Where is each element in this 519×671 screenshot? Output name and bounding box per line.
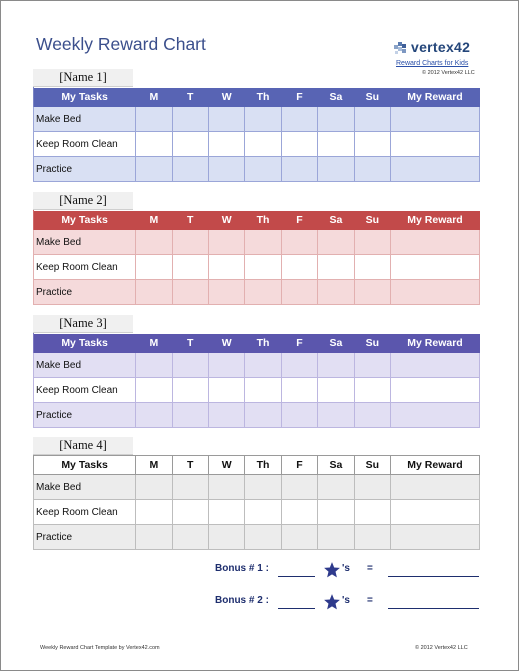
- chart-table-1: [33, 87, 480, 182]
- day-cell[interactable]: [281, 280, 317, 305]
- name-field-2[interactable]: [Name 2]: [33, 192, 133, 210]
- chart-table-3: [33, 333, 480, 428]
- day-header-f: F: [281, 211, 317, 230]
- day-cell[interactable]: [136, 107, 172, 132]
- day-header-m: M: [136, 88, 172, 107]
- day-cell[interactable]: [136, 280, 172, 305]
- task-label: Practice: [34, 157, 136, 182]
- logo-copyright: © 2012 Vertex42 LLC: [422, 70, 475, 76]
- reward-cell[interactable]: [390, 157, 479, 182]
- day-cell[interactable]: [318, 403, 354, 428]
- day-cell[interactable]: [136, 525, 172, 550]
- day-cell[interactable]: [208, 132, 244, 157]
- day-cell[interactable]: [136, 475, 172, 500]
- vertex-logo-icon: [393, 40, 409, 56]
- day-header-t: T: [172, 88, 208, 107]
- day-cell[interactable]: [136, 132, 172, 157]
- star-icon: [323, 561, 341, 579]
- day-header-f: F: [281, 456, 317, 475]
- day-header-t: T: [172, 334, 208, 353]
- bonus-2-equals: =: [367, 595, 373, 606]
- day-cell[interactable]: [354, 107, 390, 132]
- footer-template-credit: Weekly Reward Chart Template by Vertex42.com: [40, 645, 160, 651]
- day-cell[interactable]: [208, 500, 244, 525]
- day-cell[interactable]: [245, 230, 281, 255]
- day-header-f: F: [281, 88, 317, 107]
- day-cell[interactable]: [354, 230, 390, 255]
- bonus-2-count-field[interactable]: [278, 608, 315, 609]
- reward-header: My Reward: [390, 88, 479, 107]
- day-cell[interactable]: [281, 353, 317, 378]
- day-cell[interactable]: [136, 500, 172, 525]
- tasks-header: My Tasks: [34, 456, 136, 475]
- day-cell[interactable]: [245, 475, 281, 500]
- task-row: [34, 230, 480, 255]
- day-cell[interactable]: [136, 353, 172, 378]
- day-cell[interactable]: [208, 157, 244, 182]
- day-header-w: W: [208, 334, 244, 353]
- day-cell[interactable]: [318, 525, 354, 550]
- day-header-m: M: [136, 211, 172, 230]
- reward-cell[interactable]: [390, 378, 479, 403]
- header-row: [34, 456, 480, 475]
- task-row: [34, 280, 480, 305]
- day-header-th: Th: [245, 211, 281, 230]
- star-icon: [323, 593, 341, 611]
- day-cell[interactable]: [281, 475, 317, 500]
- day-header-su: Su: [354, 334, 390, 353]
- task-label: Practice: [34, 280, 136, 305]
- day-cell[interactable]: [172, 157, 208, 182]
- day-cell[interactable]: [136, 230, 172, 255]
- reward-cell[interactable]: [390, 500, 479, 525]
- day-cell[interactable]: [208, 475, 244, 500]
- day-cell[interactable]: [354, 255, 390, 280]
- day-cell[interactable]: [281, 157, 317, 182]
- task-row: [34, 403, 480, 428]
- task-label: Keep Room Clean: [34, 500, 136, 525]
- day-header-th: Th: [245, 334, 281, 353]
- task-label: Make Bed: [34, 475, 136, 500]
- task-label: Make Bed: [34, 353, 136, 378]
- day-cell[interactable]: [208, 353, 244, 378]
- chart-table-4: [33, 455, 480, 550]
- bonus-1-stars-suffix: 's: [342, 563, 350, 574]
- day-header-su: Su: [354, 456, 390, 475]
- day-cell[interactable]: [281, 500, 317, 525]
- day-cell[interactable]: [172, 525, 208, 550]
- task-label: Practice: [34, 403, 136, 428]
- day-cell[interactable]: [208, 280, 244, 305]
- reward-cell[interactable]: [390, 132, 479, 157]
- bonus-1-equals: =: [367, 563, 373, 574]
- chart-table-2: [33, 210, 480, 305]
- page-title: Weekly Reward Chart: [36, 34, 206, 54]
- day-cell[interactable]: [354, 378, 390, 403]
- day-cell[interactable]: [172, 255, 208, 280]
- task-row: [34, 525, 480, 550]
- day-header-su: Su: [354, 211, 390, 230]
- day-cell[interactable]: [172, 132, 208, 157]
- day-cell[interactable]: [318, 280, 354, 305]
- day-cell[interactable]: [354, 475, 390, 500]
- task-row: [34, 378, 480, 403]
- day-cell[interactable]: [245, 280, 281, 305]
- task-row: [34, 107, 480, 132]
- reward-cell[interactable]: [390, 525, 479, 550]
- reward-charts-link[interactable]: Reward Charts for Kids: [396, 60, 469, 67]
- bonus-2-label: Bonus # 2 :: [215, 595, 269, 606]
- day-cell[interactable]: [318, 230, 354, 255]
- day-cell[interactable]: [281, 378, 317, 403]
- day-header-f: F: [281, 334, 317, 353]
- day-cell[interactable]: [172, 230, 208, 255]
- day-cell[interactable]: [318, 378, 354, 403]
- day-cell[interactable]: [354, 280, 390, 305]
- task-label: Make Bed: [34, 107, 136, 132]
- day-cell[interactable]: [172, 353, 208, 378]
- day-cell[interactable]: [245, 500, 281, 525]
- day-cell[interactable]: [208, 525, 244, 550]
- bonus-2-stars-suffix: 's: [342, 595, 350, 606]
- bonus-1-reward-field[interactable]: [388, 576, 479, 577]
- day-cell[interactable]: [245, 378, 281, 403]
- day-cell[interactable]: [172, 378, 208, 403]
- day-header-t: T: [172, 456, 208, 475]
- tasks-header: My Tasks: [34, 88, 136, 107]
- task-label: Keep Room Clean: [34, 378, 136, 403]
- tasks-header: My Tasks: [34, 334, 136, 353]
- day-cell[interactable]: [354, 403, 390, 428]
- day-cell[interactable]: [354, 157, 390, 182]
- day-cell[interactable]: [318, 475, 354, 500]
- task-row: [34, 132, 480, 157]
- bonus-2-reward-field[interactable]: [388, 608, 479, 609]
- footer-copyright: © 2012 Vertex42 LLC: [415, 645, 468, 651]
- day-header-sa: Sa: [318, 88, 354, 107]
- day-cell[interactable]: [318, 500, 354, 525]
- day-cell[interactable]: [354, 132, 390, 157]
- day-header-w: W: [208, 211, 244, 230]
- day-cell[interactable]: [318, 255, 354, 280]
- task-label: Keep Room Clean: [34, 255, 136, 280]
- reward-header: My Reward: [390, 211, 479, 230]
- header-row: [34, 334, 480, 353]
- day-header-w: W: [208, 88, 244, 107]
- header-row: [34, 211, 480, 230]
- reward-cell[interactable]: [390, 230, 479, 255]
- task-row: [34, 255, 480, 280]
- header-row: [34, 88, 480, 107]
- task-label: Practice: [34, 525, 136, 550]
- day-cell[interactable]: [245, 107, 281, 132]
- logo-brand: vertex42: [411, 39, 471, 55]
- day-header-th: Th: [245, 88, 281, 107]
- day-cell[interactable]: [208, 107, 244, 132]
- reward-header: My Reward: [390, 334, 479, 353]
- day-cell[interactable]: [281, 107, 317, 132]
- day-cell[interactable]: [208, 255, 244, 280]
- day-header-su: Su: [354, 88, 390, 107]
- day-cell[interactable]: [281, 525, 317, 550]
- day-cell[interactable]: [172, 107, 208, 132]
- day-header-th: Th: [245, 456, 281, 475]
- reward-cell[interactable]: [390, 255, 479, 280]
- name-field-1[interactable]: [Name 1]: [33, 69, 133, 87]
- day-cell[interactable]: [245, 525, 281, 550]
- day-header-m: M: [136, 334, 172, 353]
- day-cell[interactable]: [136, 255, 172, 280]
- day-header-sa: Sa: [318, 334, 354, 353]
- task-row: [34, 475, 480, 500]
- day-cell[interactable]: [172, 280, 208, 305]
- day-cell[interactable]: [281, 255, 317, 280]
- day-header-sa: Sa: [318, 456, 354, 475]
- day-cell[interactable]: [318, 107, 354, 132]
- day-cell[interactable]: [318, 353, 354, 378]
- task-label: Keep Room Clean: [34, 132, 136, 157]
- name-field-3[interactable]: [Name 3]: [33, 315, 133, 333]
- day-cell[interactable]: [136, 378, 172, 403]
- tasks-header: My Tasks: [34, 211, 136, 230]
- day-cell[interactable]: [281, 230, 317, 255]
- reward-cell[interactable]: [390, 403, 479, 428]
- day-cell[interactable]: [208, 230, 244, 255]
- day-cell[interactable]: [172, 475, 208, 500]
- day-cell[interactable]: [318, 157, 354, 182]
- day-cell[interactable]: [354, 353, 390, 378]
- day-cell[interactable]: [281, 132, 317, 157]
- bonus-1-label: Bonus # 1 :: [215, 563, 269, 574]
- reward-cell[interactable]: [390, 353, 479, 378]
- day-cell[interactable]: [245, 403, 281, 428]
- bonus-1-count-field[interactable]: [278, 576, 315, 577]
- task-row: [34, 500, 480, 525]
- reward-cell[interactable]: [390, 280, 479, 305]
- day-cell[interactable]: [245, 353, 281, 378]
- reward-cell[interactable]: [390, 107, 479, 132]
- task-row: [34, 353, 480, 378]
- day-cell[interactable]: [172, 403, 208, 428]
- day-header-w: W: [208, 456, 244, 475]
- task-row: [34, 157, 480, 182]
- name-field-4[interactable]: [Name 4]: [33, 437, 133, 455]
- day-cell[interactable]: [281, 403, 317, 428]
- day-cell[interactable]: [172, 500, 208, 525]
- day-header-t: T: [172, 211, 208, 230]
- task-label: Make Bed: [34, 230, 136, 255]
- reward-header: My Reward: [390, 456, 479, 475]
- day-cell[interactable]: [318, 132, 354, 157]
- day-cell[interactable]: [245, 255, 281, 280]
- reward-cell[interactable]: [390, 475, 479, 500]
- day-cell[interactable]: [354, 500, 390, 525]
- day-header-sa: Sa: [318, 211, 354, 230]
- day-cell[interactable]: [136, 157, 172, 182]
- day-cell[interactable]: [245, 132, 281, 157]
- day-header-m: M: [136, 456, 172, 475]
- day-cell[interactable]: [354, 525, 390, 550]
- day-cell[interactable]: [208, 378, 244, 403]
- day-cell[interactable]: [245, 157, 281, 182]
- day-cell[interactable]: [208, 403, 244, 428]
- day-cell[interactable]: [136, 403, 172, 428]
